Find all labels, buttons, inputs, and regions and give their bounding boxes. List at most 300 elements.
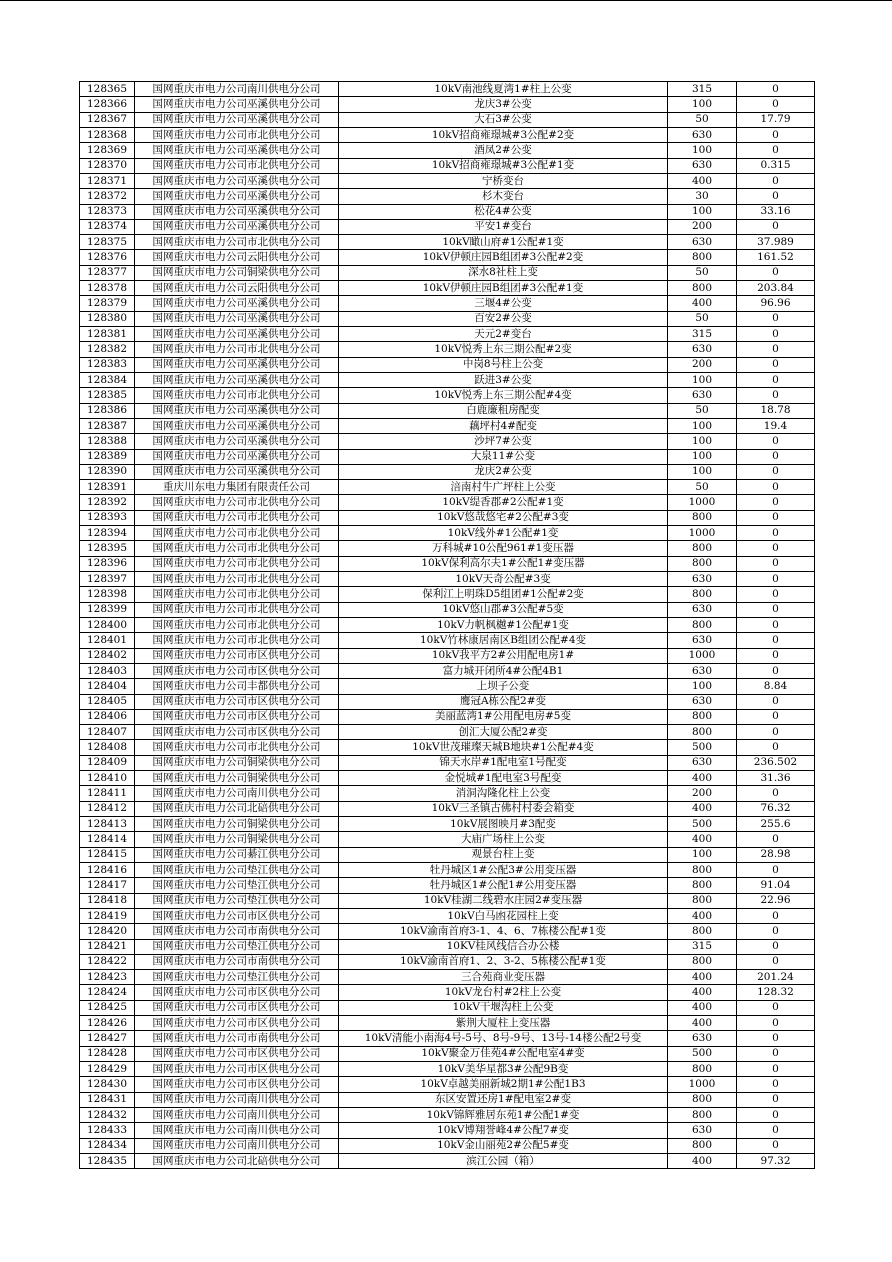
cell-name: 10kV竹林康居南区B组团公配#4变 <box>339 633 668 648</box>
cell-name: 10KV桂风线信合办公楼 <box>339 939 668 954</box>
cell-name: 10kV干堰沟柱上公变 <box>339 1000 668 1015</box>
cell-id: 128369 <box>80 143 135 158</box>
cell-company: 国网重庆市电力公司市区供电分公司 <box>135 1062 339 1077</box>
table-row <box>80 725 815 740</box>
cell-id: 128418 <box>80 893 135 908</box>
cell-id: 128390 <box>80 464 135 479</box>
cell-name: 金悦城#1配电室3号配变 <box>339 771 668 786</box>
table-row <box>80 740 815 755</box>
cell-capacity: 800 <box>668 556 737 571</box>
cell-capacity: 630 <box>668 572 737 587</box>
cell-company: 国网重庆市电力公司巫溪供电分公司 <box>135 449 339 464</box>
cell-value: 0 <box>737 265 815 280</box>
cell-name: 10kV力帆枫樾#1公配#1变 <box>339 617 668 632</box>
cell-company: 国网重庆市电力公司丰都供电分公司 <box>135 679 339 694</box>
cell-name: 牡丹城区1#公配1#公用变压器 <box>339 878 668 893</box>
cell-company: 国网重庆市电力公司市北供电分公司 <box>135 510 339 525</box>
cell-company: 国网重庆市电力公司垫江供电分公司 <box>135 862 339 877</box>
cell-value: 0 <box>737 648 815 663</box>
cell-company: 国网重庆市电力公司市区供电分公司 <box>135 985 339 1000</box>
cell-name: 平安1#变台 <box>339 219 668 234</box>
cell-capacity: 630 <box>668 1123 737 1138</box>
cell-company: 国网重庆市电力公司市区供电分公司 <box>135 1016 339 1031</box>
cell-value: 0 <box>737 556 815 571</box>
cell-value: 76.32 <box>737 801 815 816</box>
cell-company: 国网重庆市电力公司巫溪供电分公司 <box>135 311 339 326</box>
cell-capacity: 100 <box>668 97 737 112</box>
table-row <box>80 1123 815 1138</box>
cell-value: 91.04 <box>737 878 815 893</box>
cell-id: 128423 <box>80 970 135 985</box>
cell-capacity: 400 <box>668 771 737 786</box>
table-row <box>80 694 815 709</box>
table-row <box>80 679 815 694</box>
cell-company: 国网重庆市电力公司市区供电分公司 <box>135 908 339 923</box>
cell-value: 0 <box>737 587 815 602</box>
cell-id: 128395 <box>80 541 135 556</box>
table-row <box>80 357 815 372</box>
cell-value: 201.24 <box>737 970 815 985</box>
cell-company: 国网重庆市电力公司巫溪供电分公司 <box>135 143 339 158</box>
table-row <box>80 82 815 97</box>
cell-value: 0 <box>737 740 815 755</box>
table-row <box>80 510 815 525</box>
cell-id: 128393 <box>80 510 135 525</box>
cell-value: 31.36 <box>737 771 815 786</box>
cell-id: 128373 <box>80 204 135 219</box>
cell-id: 128430 <box>80 1077 135 1092</box>
table-row <box>80 265 815 280</box>
cell-capacity: 100 <box>668 372 737 387</box>
cell-capacity: 630 <box>668 158 737 173</box>
cell-capacity: 800 <box>668 1107 737 1122</box>
cell-id: 128394 <box>80 526 135 541</box>
cell-name: 10kV瞰山府#1公配#1变 <box>339 235 668 250</box>
cell-value: 0 <box>737 694 815 709</box>
cell-name: 三合苑商业变压器 <box>339 970 668 985</box>
cell-value: 0 <box>737 908 815 923</box>
cell-company: 国网重庆市电力公司巫溪供电分公司 <box>135 296 339 311</box>
cell-id: 128425 <box>80 1000 135 1015</box>
cell-name: 10kV招商雍璟城#3公配#2变 <box>339 127 668 142</box>
table-row <box>80 495 815 510</box>
cell-company: 国网重庆市电力公司垫江供电分公司 <box>135 878 339 893</box>
cell-value: 236.502 <box>737 755 815 770</box>
cell-capacity: 1000 <box>668 1077 737 1092</box>
cell-value: 0 <box>737 311 815 326</box>
cell-value: 0 <box>737 939 815 954</box>
cell-value: 0 <box>737 663 815 678</box>
cell-value: 0 <box>737 1092 815 1107</box>
cell-capacity: 800 <box>668 862 737 877</box>
cell-value: 0 <box>737 1000 815 1015</box>
cell-id: 128422 <box>80 954 135 969</box>
cell-id: 128417 <box>80 878 135 893</box>
cell-company: 国网重庆市电力公司垫江供电分公司 <box>135 893 339 908</box>
cell-value: 0 <box>737 510 815 525</box>
table-row <box>80 281 815 296</box>
table-row <box>80 434 815 449</box>
cell-capacity: 315 <box>668 939 737 954</box>
cell-value: 0 <box>737 97 815 112</box>
cell-value: 0 <box>737 449 815 464</box>
table-row <box>80 801 815 816</box>
cell-company: 国网重庆市电力公司市区供电分公司 <box>135 648 339 663</box>
cell-id: 128404 <box>80 679 135 694</box>
cell-company: 国网重庆市电力公司巫溪供电分公司 <box>135 173 339 188</box>
cell-capacity: 1000 <box>668 495 737 510</box>
cell-id: 128381 <box>80 327 135 342</box>
cell-name: 10kV清能小南海4号-5号、8号-9号、13号-14楼公配2号变 <box>339 1031 668 1046</box>
cell-capacity: 100 <box>668 847 737 862</box>
cell-value: 0 <box>737 1107 815 1122</box>
cell-company: 国网重庆市电力公司北碚供电分公司 <box>135 801 339 816</box>
table-row <box>80 572 815 587</box>
cell-capacity: 630 <box>668 602 737 617</box>
cell-name: 10kV招商雍璟城#3公配#1变 <box>339 158 668 173</box>
cell-id: 128419 <box>80 908 135 923</box>
cell-name: 酒凤2#公变 <box>339 143 668 158</box>
cell-company: 国网重庆市电力公司巫溪供电分公司 <box>135 97 339 112</box>
table-row <box>80 1016 815 1031</box>
cell-id: 128426 <box>80 1016 135 1031</box>
table-row <box>80 97 815 112</box>
cell-id: 128365 <box>80 82 135 97</box>
table-row <box>80 1000 815 1015</box>
cell-value: 0 <box>737 1016 815 1031</box>
cell-id: 128382 <box>80 342 135 357</box>
cell-name: 10kV悠哉悠宅#2公配#3变 <box>339 510 668 525</box>
cell-value: 0 <box>737 189 815 204</box>
cell-id: 128428 <box>80 1046 135 1061</box>
cell-capacity: 630 <box>668 663 737 678</box>
cell-name: 10kV锦辉雅居东苑1#公配1#变 <box>339 1107 668 1122</box>
cell-company: 国网重庆市电力公司市区供电分公司 <box>135 1077 339 1092</box>
table-row <box>80 602 815 617</box>
cell-value: 0 <box>737 526 815 541</box>
cell-id: 128410 <box>80 771 135 786</box>
cell-capacity: 500 <box>668 1046 737 1061</box>
cell-value: 28.98 <box>737 847 815 862</box>
cell-company: 国网重庆市电力公司市南供电分公司 <box>135 1031 339 1046</box>
table-row <box>80 143 815 158</box>
cell-name: 中岗8号柱上公变 <box>339 357 668 372</box>
cell-id: 128413 <box>80 817 135 832</box>
cell-name: 10kV线外#1公配#1变 <box>339 526 668 541</box>
cell-name: 富力城开闭所4#公配4B1 <box>339 663 668 678</box>
cell-capacity: 315 <box>668 82 737 97</box>
table-row <box>80 173 815 188</box>
cell-name: 万科城#10公配961#1变压器 <box>339 541 668 556</box>
table-row <box>80 403 815 418</box>
cell-id: 128387 <box>80 418 135 433</box>
cell-name: 沙坪7#公变 <box>339 434 668 449</box>
table-row <box>80 1107 815 1122</box>
cell-name: 观景台柱上变 <box>339 847 668 862</box>
cell-id: 128432 <box>80 1107 135 1122</box>
table-row <box>80 1031 815 1046</box>
table-row <box>80 250 815 265</box>
cell-id: 128401 <box>80 633 135 648</box>
table-row <box>80 158 815 173</box>
table-row <box>80 1046 815 1061</box>
table-row <box>80 372 815 387</box>
table-row <box>80 1077 815 1092</box>
cell-capacity: 800 <box>668 725 737 740</box>
cell-capacity: 400 <box>668 1016 737 1031</box>
cell-capacity: 400 <box>668 970 737 985</box>
cell-company: 国网重庆市电力公司市区供电分公司 <box>135 1046 339 1061</box>
cell-company: 国网重庆市电力公司市北供电分公司 <box>135 235 339 250</box>
cell-value: 0 <box>737 862 815 877</box>
cell-capacity: 800 <box>668 587 737 602</box>
cell-name: 松花4#公变 <box>339 204 668 219</box>
cell-capacity: 800 <box>668 893 737 908</box>
cell-id: 128372 <box>80 189 135 204</box>
cell-value: 0 <box>737 1123 815 1138</box>
table-row <box>80 388 815 403</box>
cell-company: 国网重庆市电力公司市北供电分公司 <box>135 587 339 602</box>
cell-id: 128366 <box>80 97 135 112</box>
cell-id: 128420 <box>80 924 135 939</box>
table-row <box>80 526 815 541</box>
cell-name: 10kV悠山郡#3公配#5变 <box>339 602 668 617</box>
cell-company: 国网重庆市电力公司南川供电分公司 <box>135 1092 339 1107</box>
cell-capacity: 800 <box>668 541 737 556</box>
cell-value: 17.79 <box>737 112 815 127</box>
cell-id: 128415 <box>80 847 135 862</box>
cell-capacity: 630 <box>668 755 737 770</box>
cell-name: 10kV世茂璀璨天城B地块#1公配#4变 <box>339 740 668 755</box>
cell-company: 国网重庆市电力公司市北供电分公司 <box>135 342 339 357</box>
cell-name: 美丽蓝湾1#公用配电房#5变 <box>339 709 668 724</box>
cell-value: 161.52 <box>737 250 815 265</box>
cell-company: 国网重庆市电力公司市南供电分公司 <box>135 954 339 969</box>
cell-name: 藕坪村4#配变 <box>339 418 668 433</box>
cell-value: 97.32 <box>737 1153 815 1168</box>
table-row <box>80 311 815 326</box>
cell-name: 10kV博翔誉峰4#公配7#变 <box>339 1123 668 1138</box>
cell-company: 国网重庆市电力公司巫溪供电分公司 <box>135 204 339 219</box>
cell-capacity: 400 <box>668 801 737 816</box>
cell-company: 国网重庆市电力公司市北供电分公司 <box>135 127 339 142</box>
cell-capacity: 500 <box>668 817 737 832</box>
cell-name: 创汇大厦公配2#变 <box>339 725 668 740</box>
cell-name: 10kV金山丽苑2#公配5#变 <box>339 1138 668 1153</box>
cell-id: 128402 <box>80 648 135 663</box>
cell-capacity: 630 <box>668 388 737 403</box>
cell-capacity: 500 <box>668 740 737 755</box>
cell-name: 10kV天奇公配#3变 <box>339 572 668 587</box>
cell-value: 0 <box>737 357 815 372</box>
cell-capacity: 800 <box>668 1138 737 1153</box>
cell-value: 0 <box>737 127 815 142</box>
cell-company: 国网重庆市电力公司市区供电分公司 <box>135 709 339 724</box>
table-row <box>80 862 815 877</box>
cell-capacity: 400 <box>668 173 737 188</box>
cell-value: 0 <box>737 954 815 969</box>
cell-id: 128412 <box>80 801 135 816</box>
cell-company: 国网重庆市电力公司铜梁供电分公司 <box>135 832 339 847</box>
table-row <box>80 449 815 464</box>
cell-capacity: 1000 <box>668 648 737 663</box>
cell-name: 上坝子公变 <box>339 679 668 694</box>
cell-name: 紫荆大厦柱上变压器 <box>339 1016 668 1031</box>
cell-company: 国网重庆市电力公司巫溪供电分公司 <box>135 189 339 204</box>
table-row <box>80 985 815 1000</box>
cell-name: 10kV龙台村#2柱上公变 <box>339 985 668 1000</box>
cell-company: 国网重庆市电力公司市北供电分公司 <box>135 526 339 541</box>
cell-capacity: 100 <box>668 204 737 219</box>
cell-name: 龙庆2#公变 <box>339 464 668 479</box>
table-row <box>80 771 815 786</box>
cell-capacity: 400 <box>668 832 737 847</box>
cell-id: 128414 <box>80 832 135 847</box>
cell-value: 255.6 <box>737 817 815 832</box>
cell-name: 10kV渝南首府1、2、3-2、5栋楼公配#1变 <box>339 954 668 969</box>
table-row <box>80 296 815 311</box>
cell-name: 三堰4#公变 <box>339 296 668 311</box>
cell-name: 牡丹城区1#公配3#公用变压器 <box>339 862 668 877</box>
cell-id: 128374 <box>80 219 135 234</box>
cell-id: 128388 <box>80 434 135 449</box>
cell-value: 0 <box>737 725 815 740</box>
table-row <box>80 541 815 556</box>
cell-id: 128405 <box>80 694 135 709</box>
page-top-rule <box>0 0 892 1</box>
cell-value: 18.78 <box>737 403 815 418</box>
table-row <box>80 617 815 632</box>
cell-capacity: 630 <box>668 235 737 250</box>
cell-value: 0 <box>737 388 815 403</box>
cell-name: 消洞沟隆化柱上公变 <box>339 786 668 801</box>
cell-capacity: 100 <box>668 434 737 449</box>
cell-company: 国网重庆市电力公司南川供电分公司 <box>135 1138 339 1153</box>
table-row <box>80 556 815 571</box>
cell-capacity: 30 <box>668 189 737 204</box>
cell-company: 国网重庆市电力公司南川供电分公司 <box>135 786 339 801</box>
cell-capacity: 50 <box>668 265 737 280</box>
cell-capacity: 1000 <box>668 526 737 541</box>
table-row <box>80 847 815 862</box>
table-row <box>80 587 815 602</box>
cell-capacity: 800 <box>668 510 737 525</box>
cell-company: 国网重庆市电力公司綦江供电分公司 <box>135 847 339 862</box>
table-body <box>80 82 815 1169</box>
cell-name: 10kV悦秀上东三期公配#2变 <box>339 342 668 357</box>
cell-name: 白鹿廉租房配变 <box>339 403 668 418</box>
cell-capacity: 200 <box>668 357 737 372</box>
cell-value: 0 <box>737 1031 815 1046</box>
cell-company: 国网重庆市电力公司市北供电分公司 <box>135 617 339 632</box>
cell-company: 国网重庆市电力公司市北供电分公司 <box>135 158 339 173</box>
cell-name: 宁桥变台 <box>339 173 668 188</box>
cell-company: 国网重庆市电力公司巫溪供电分公司 <box>135 434 339 449</box>
cell-value: 0 <box>737 173 815 188</box>
cell-name: 10kV缇香郡#2公配#1变 <box>339 495 668 510</box>
cell-capacity: 630 <box>668 633 737 648</box>
table-row <box>80 709 815 724</box>
table-row <box>80 817 815 832</box>
cell-id: 128431 <box>80 1092 135 1107</box>
cell-id: 128421 <box>80 939 135 954</box>
cell-company: 国网重庆市电力公司市北供电分公司 <box>135 740 339 755</box>
cell-value: 0 <box>737 633 815 648</box>
cell-capacity: 630 <box>668 1031 737 1046</box>
cell-value: 0 <box>737 541 815 556</box>
cell-name: 保利江上明珠D5组团#1公配#2变 <box>339 587 668 602</box>
cell-capacity: 800 <box>668 250 737 265</box>
cell-company: 国网重庆市电力公司铜梁供电分公司 <box>135 817 339 832</box>
table-row <box>80 1153 815 1168</box>
table-row <box>80 832 815 847</box>
cell-company: 国网重庆市电力公司市北供电分公司 <box>135 572 339 587</box>
cell-company: 国网重庆市电力公司铜梁供电分公司 <box>135 265 339 280</box>
cell-capacity: 200 <box>668 786 737 801</box>
cell-id: 128433 <box>80 1123 135 1138</box>
cell-name: 10kV展图映月#3配变 <box>339 817 668 832</box>
cell-id: 128416 <box>80 862 135 877</box>
cell-company: 国网重庆市电力公司巫溪供电分公司 <box>135 418 339 433</box>
cell-company: 国网重庆市电力公司铜梁供电分公司 <box>135 755 339 770</box>
cell-value: 0 <box>737 1062 815 1077</box>
cell-capacity: 400 <box>668 1000 737 1015</box>
cell-company: 国网重庆市电力公司巫溪供电分公司 <box>135 464 339 479</box>
cell-capacity: 100 <box>668 449 737 464</box>
cell-company: 国网重庆市电力公司巫溪供电分公司 <box>135 357 339 372</box>
cell-name: 东区安置还房1#配电室2#变 <box>339 1092 668 1107</box>
cell-capacity: 100 <box>668 418 737 433</box>
cell-capacity: 400 <box>668 908 737 923</box>
table-row <box>80 342 815 357</box>
table-row <box>80 1092 815 1107</box>
cell-company: 国网重庆市电力公司巫溪供电分公司 <box>135 327 339 342</box>
cell-company: 国网重庆市电力公司市北供电分公司 <box>135 633 339 648</box>
table-row <box>80 663 815 678</box>
cell-capacity: 800 <box>668 1062 737 1077</box>
cell-value: 0 <box>737 219 815 234</box>
cell-id: 128378 <box>80 281 135 296</box>
cell-capacity: 630 <box>668 694 737 709</box>
cell-id: 128406 <box>80 709 135 724</box>
cell-name: 大石3#公变 <box>339 112 668 127</box>
cell-id: 128371 <box>80 173 135 188</box>
cell-capacity: 50 <box>668 403 737 418</box>
cell-name: 大泉11#公变 <box>339 449 668 464</box>
cell-id: 128377 <box>80 265 135 280</box>
cell-value: 0 <box>737 1077 815 1092</box>
table-row <box>80 418 815 433</box>
cell-id: 128379 <box>80 296 135 311</box>
cell-id: 128368 <box>80 127 135 142</box>
cell-company: 国网重庆市电力公司巫溪供电分公司 <box>135 219 339 234</box>
cell-capacity: 800 <box>668 878 737 893</box>
cell-id: 128434 <box>80 1138 135 1153</box>
cell-company: 国网重庆市电力公司市区供电分公司 <box>135 725 339 740</box>
cell-name: 10kV桂湖二线碧水庄园2#变压器 <box>339 893 668 908</box>
cell-name: 滨江公园（箱） <box>339 1153 668 1168</box>
cell-name: 深水8社柱上变 <box>339 265 668 280</box>
cell-id: 128384 <box>80 372 135 387</box>
table-row <box>80 204 815 219</box>
table-row <box>80 235 815 250</box>
cell-name: 杉木变台 <box>339 189 668 204</box>
cell-company: 国网重庆市电力公司市南供电分公司 <box>135 924 339 939</box>
cell-id: 128398 <box>80 587 135 602</box>
cell-name: 10kV保利高尔夫1#公配1#变压器 <box>339 556 668 571</box>
table-row <box>80 219 815 234</box>
cell-name: 大庙广场柱上公变 <box>339 832 668 847</box>
